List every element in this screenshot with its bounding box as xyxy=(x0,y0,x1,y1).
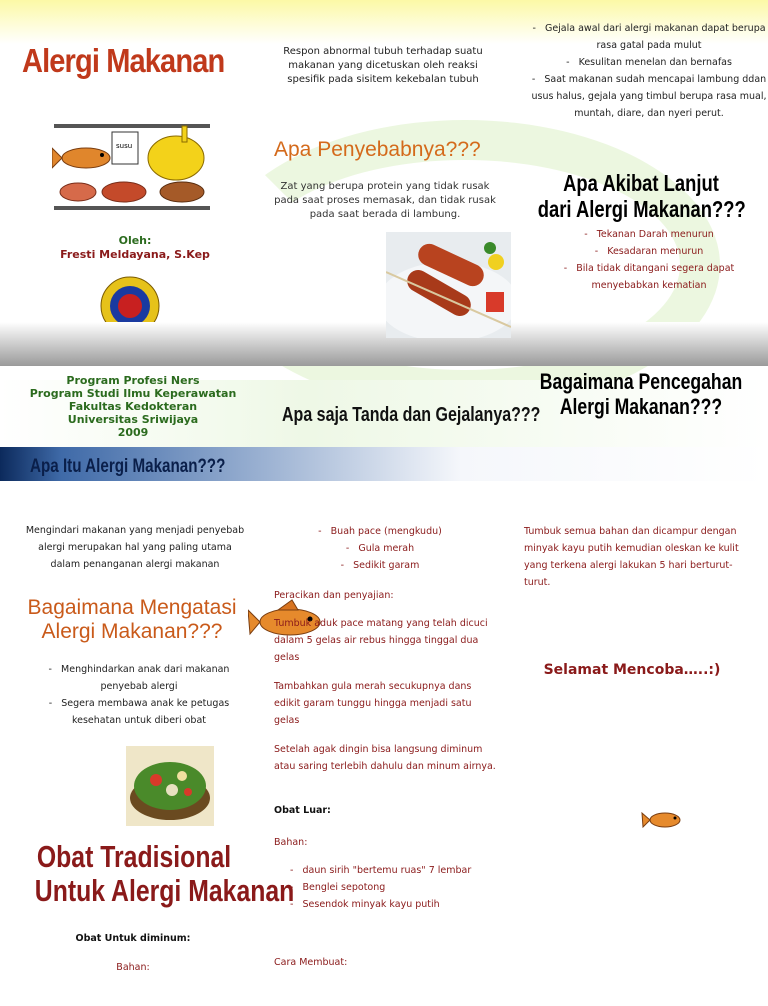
external-ingredients-list xyxy=(276,862,500,913)
prevention-heading-line2: Alergi Makanan??? xyxy=(559,394,723,419)
external-ingredients-label: Bahan: xyxy=(274,837,308,848)
effects-heading-line1: Apa Akibat Lanjut xyxy=(563,170,719,196)
external-instructions: Tumbuk semua bahan dan dicampur dengan minyak kayu putih kemudian oleskan ke kulit yang terkena alergi lakukan 5 hari berturut-turut. xyxy=(524,526,739,588)
handling-item: - Menghindarkan anak dari makanan penyebab alergi xyxy=(34,661,244,695)
ingredient-item: - Buah pace (mengkudu) xyxy=(280,523,480,540)
ingredient-item: - Sedikit garam xyxy=(280,557,480,574)
handling-heading-line1: Bagaimana Mengatasi xyxy=(27,596,237,619)
symptom-item: - Saat makanan sudah mencapai lambung ddan usus halus, gejala yang timbul berupa rasa mual, muntah, diare, dan nyeri perut. xyxy=(530,71,768,122)
traditional-heading-line2: Untuk Alergi Makanan xyxy=(34,873,295,908)
fold-gray-band xyxy=(0,322,768,366)
effects-list xyxy=(536,226,762,294)
ingredient-item: - Gula merah xyxy=(280,540,480,557)
oral-ingredients-list xyxy=(280,523,480,574)
effect-item: - Tekanan Darah menurun xyxy=(536,226,762,243)
handling-list xyxy=(34,661,244,729)
salad-photo xyxy=(126,746,214,826)
how-to-make-label: Cara Membuat: xyxy=(274,957,348,968)
svg-text:susu: susu xyxy=(116,142,133,150)
program-name: Program Profesi Ners xyxy=(66,374,200,387)
prep-step-1: Tumbuk aduk pace matang yang telah dicuci dalam 5 gelas air rebus hingga tinggal dua gelas xyxy=(274,618,488,663)
effect-item: - Bila tidak ditangani segera dapat menyebabkan kematian xyxy=(536,260,762,294)
symptoms-list xyxy=(530,20,768,122)
symptom-item: - Kesulitan menelan dan bernafas xyxy=(530,54,768,71)
external-ingredient-item: - daun sirih "bertemu ruas" 7 lembar xyxy=(290,862,500,879)
university-name: Universitas Sriwijaya xyxy=(67,413,199,426)
handling-item: - Segera membawa anak ke petugas kesehatan untuk diberi obat xyxy=(34,695,244,729)
handling-heading-line2: Alergi Makanan??? xyxy=(41,620,223,643)
university-logo xyxy=(100,276,160,322)
traditional-heading-line1: Obat Tradisional xyxy=(36,839,232,874)
author-name: Fresti Meldayana, S.Kep xyxy=(60,248,210,261)
sausage-photo xyxy=(386,232,511,338)
cause-text: Zat yang berupa protein yang tidak rusak pada saat proses memasak, dan tidak rusak pada saat berada di lambung. xyxy=(274,181,496,220)
author-label: Oleh: xyxy=(118,234,152,247)
effects-heading-line2: dari Alergi Makanan??? xyxy=(537,196,746,222)
food-illustration xyxy=(52,118,214,214)
signs-heading: Apa saja Tanda dan Gejalanya??? xyxy=(282,404,541,426)
main-title: Alergi Makanan xyxy=(22,42,225,79)
closing-text: Selamat Mencoba…..:) xyxy=(543,662,721,678)
external-ingredient-item: - Benglei sepotong xyxy=(290,879,500,896)
prevention-text: Mengindari makanan yang menjadi penyebab alergi merupakan hal yang paling utama dalam penanganan alergi makanan xyxy=(25,525,245,570)
cause-heading: Apa Penyebabnya??? xyxy=(274,138,481,161)
oral-ingredients-label: Bahan: xyxy=(116,962,150,973)
symptom-item: - Gejala awal dari alergi makanan dapat berupa rasa gatal pada mulut xyxy=(530,20,768,54)
prevention-heading-line1: Bagaimana Pencegahan xyxy=(539,369,743,394)
small-fish-illustration xyxy=(641,808,687,832)
faculty-name: Fakultas Kedokteran xyxy=(68,400,198,413)
prep-step-3: Setelah agak dingin bisa langsung diminum atau saring terlebih dahulu dan minum airnya. xyxy=(274,744,496,772)
external-medicine-label: Obat Luar: xyxy=(274,805,331,816)
oral-medicine-label: Obat Untuk diminum: xyxy=(75,933,191,944)
what-is-heading: Apa Itu Alergi Makanan??? xyxy=(30,456,226,477)
year-label: 2009 xyxy=(117,426,149,439)
prep-step-2: Tambahkan gula merah secukupnya dans edikit garam tunggu hingga menjadi satu gelas xyxy=(274,681,472,726)
study-program: Program Studi Ilmu Keperawatan xyxy=(29,387,237,400)
prep-label: Peracikan dan penyajian: xyxy=(274,590,394,601)
external-ingredient-item: - Sesendok minyak kayu putih xyxy=(290,896,500,913)
definition-text: Respon abnormal tubuh terhadap suatu makanan yang dicetuskan oleh reaksi spesifik pada sisitem kekebalan tubuh xyxy=(283,46,483,85)
effect-item: - Kesadaran menurun xyxy=(536,243,762,260)
